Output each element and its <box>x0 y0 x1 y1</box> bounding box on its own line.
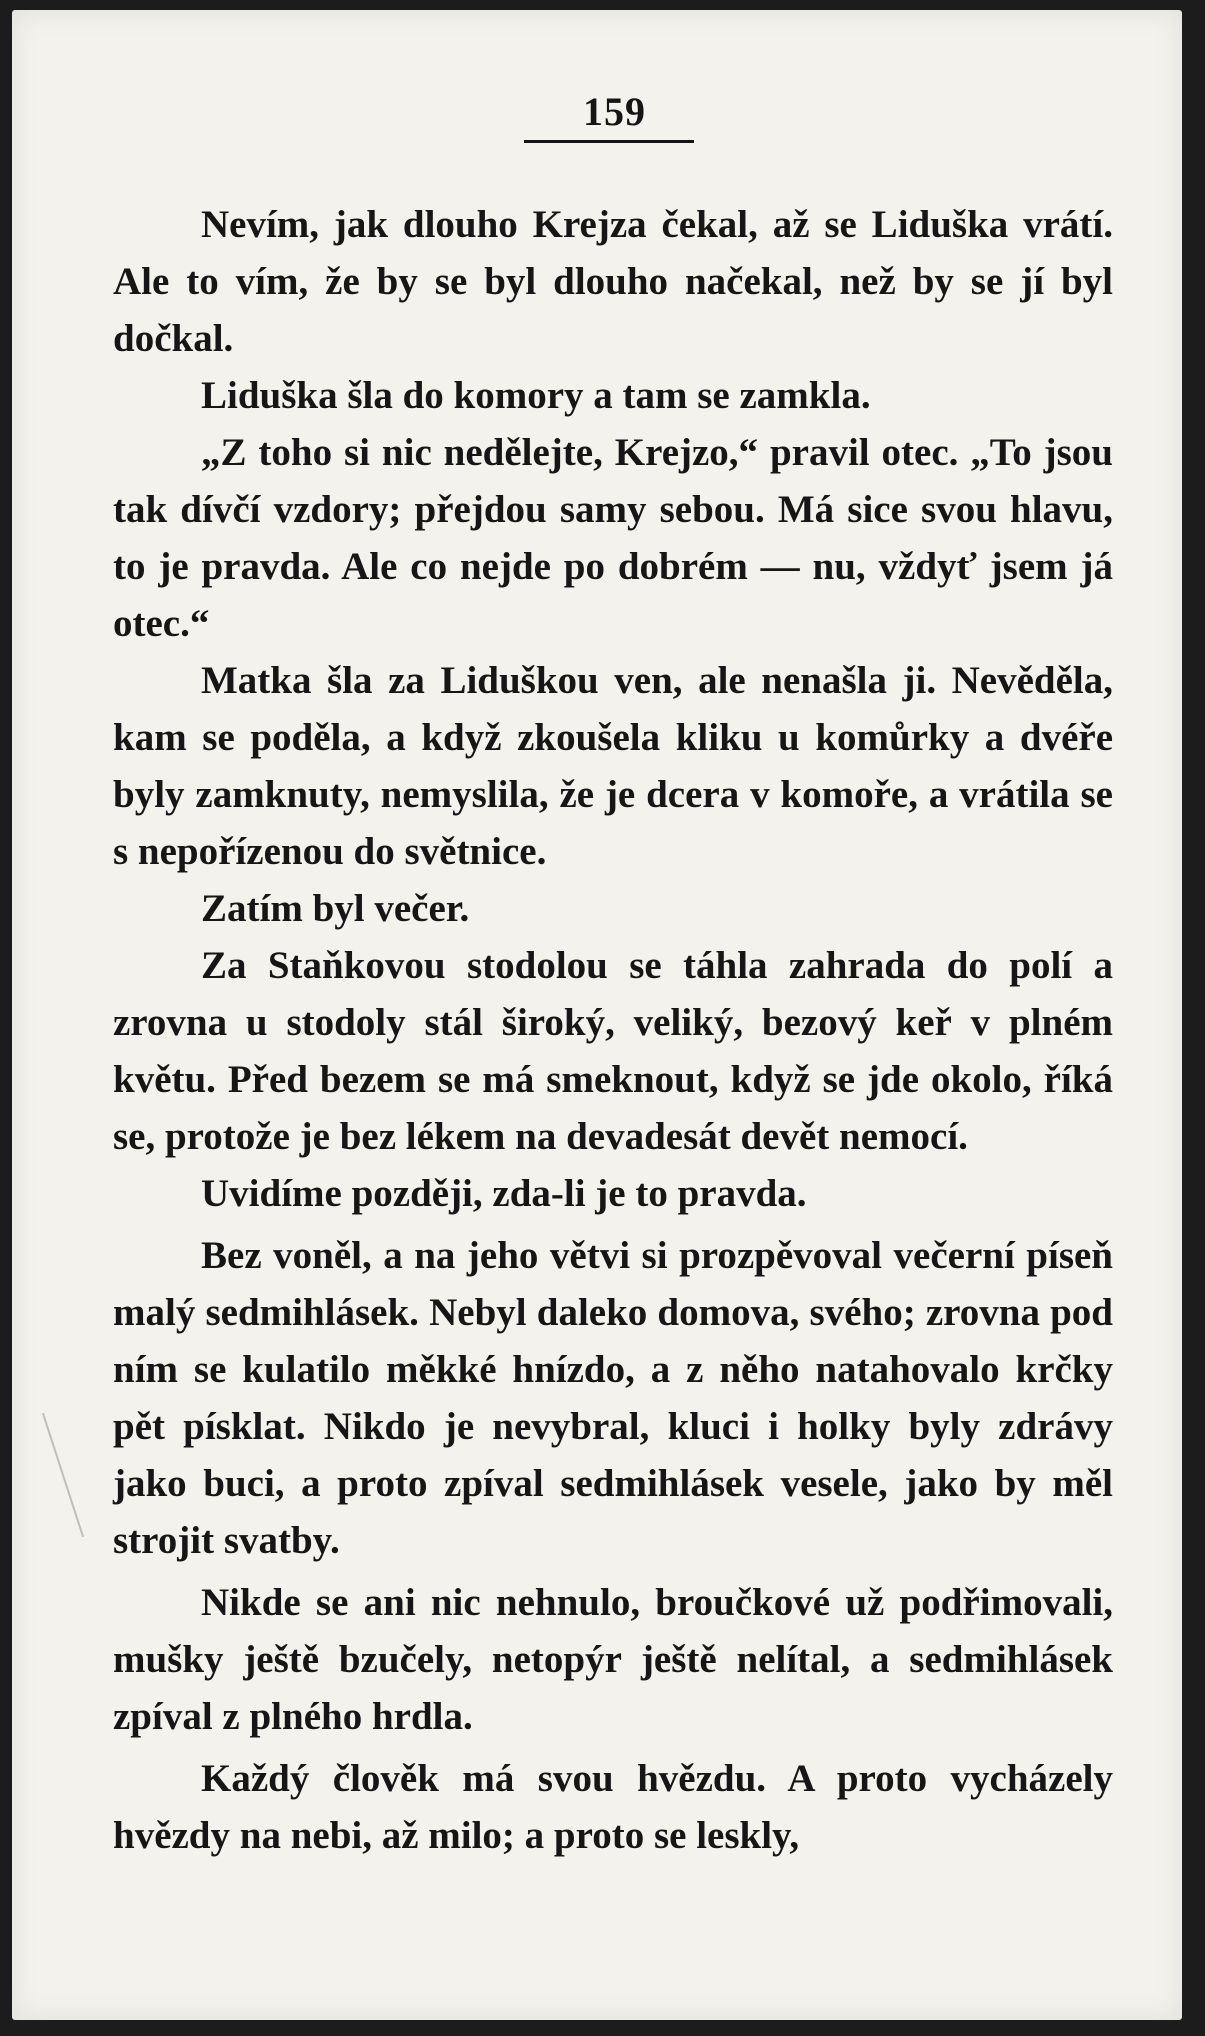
paragraph: Nevím, jak dlouho Krejza čekal, až se Liduška vrátí. Ale to vím, že by se byl dlouho načekal, než by se jí byl dočkal. <box>113 203 1113 360</box>
paragraph: Liduška šla do komory a tam se zamkla. <box>201 374 871 417</box>
page-header <box>12 88 1182 135</box>
paragraph: Matka šla za Liduškou ven, ale nenašla ji. Nevěděla, kam se poděla, a když zkoušela kliku u komůrky a dvéře byly zamknuty, nemyslila, že je dcera v komoře, a vrátila se s nepořízenou do světnice. <box>113 659 1113 873</box>
page-edge-mark <box>42 1413 84 1537</box>
page-number: 159 <box>583 89 646 134</box>
book-page <box>12 10 1182 2020</box>
paragraph: Za Staňkovou stodolou se táhla zahrada do polí a zrovna u stodoly stál široký, veliký, bezový keř v plném květu. Před bezem se má smeknout, když se jde okolo, říká se, protože je bez lékem na devadesát devět nemocí. <box>113 944 1113 1158</box>
paragraph: „Z toho si nic nedělejte, Krejzo,“ pravil otec. „To jsou tak dívčí vzdory; přejdou samy sebou. Má sice svou hlavu, to je pravda. Ale co nejde po dobrém — nu, vždyť jsem já otec.“ <box>113 431 1113 645</box>
paragraph: Uvidíme později, zda-li je to pravda. <box>201 1172 807 1215</box>
paragraph: Nikde se ani nic nehnulo, broučkové už podřimovali, mušky ještě bzučely, netopýr ještě nelítal, a sedmihlásek zpíval z plného hrdla. <box>113 1581 1113 1738</box>
paragraph: Zatím byl večer. <box>201 887 470 930</box>
header-rule <box>524 140 694 143</box>
paragraph: Každý člověk má svou hvězdu. A proto vycházely hvězdy na nebi, až milo; a proto se leskly, <box>113 1757 1113 1857</box>
page-body <box>113 196 1113 1864</box>
paragraph: Bez voněl, a na jeho větvi si prozpěvoval večerní píseň malý sedmihlásek. Nebyl daleko domova, svého; zrovna pod ním se kulatilo měkké hnízdo, a z něho natahovalo krčky pět písklat. Nikdo je nevybral, kluci i holky byly zdrávy jako buci, a proto zpíval sedmihlásek vesele, jako by měl strojit svatby. <box>113 1234 1113 1562</box>
